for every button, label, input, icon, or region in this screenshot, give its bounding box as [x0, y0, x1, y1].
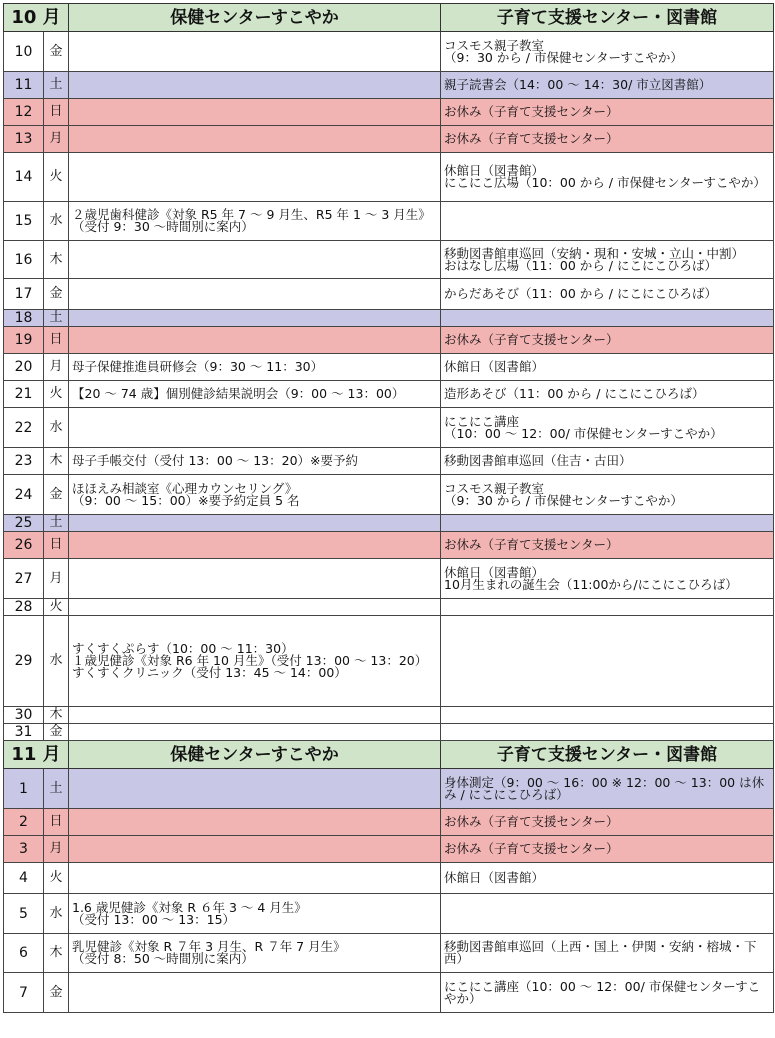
weekday: 火: [44, 599, 69, 616]
schedule-row: [4, 836, 774, 863]
childcare-library-event: [441, 310, 774, 327]
schedule-row: [4, 769, 774, 809]
health-center-event: [69, 408, 441, 448]
day-number: 18: [4, 310, 44, 327]
health-center-event: [69, 279, 441, 310]
day-number: 6: [4, 934, 44, 973]
weekday: 木: [44, 241, 69, 279]
column-header-health-center: 保健センターすこやか: [69, 4, 441, 32]
childcare-library-event: [441, 707, 774, 724]
health-center-event: [69, 532, 441, 559]
childcare-library-event: 造形あそび（11：00 から / にこにこひろば）: [441, 381, 774, 408]
month-number: 10: [11, 6, 37, 28]
schedule-calendar: [3, 3, 774, 1013]
health-center-event: [69, 809, 441, 836]
day-number: 31: [4, 724, 44, 741]
childcare-library-event: 身体測定（9：00 ～ 16：00 ※ 12：00 ～ 13：00 は休み / にこにこひろば）: [441, 769, 774, 809]
health-center-event: 1.6 歳児健診《対象 R ６年 3 ～ 4 月生》 （受付 13：00 ～ 13：15）: [69, 894, 441, 934]
health-center-event: [69, 724, 441, 741]
childcare-library-event: コスモス親子教室 （9：30 から / 市保健センターすこやか）: [441, 475, 774, 515]
month-unit: 月: [42, 743, 61, 765]
day-number: 22: [4, 408, 44, 448]
schedule-row: [4, 354, 774, 381]
day-number: 17: [4, 279, 44, 310]
health-center-event: 【20 ～ 74 歳】個別健診結果説明会（9：00 ～ 13：00）: [69, 381, 441, 408]
weekday: 日: [44, 327, 69, 354]
health-center-event: [69, 99, 441, 126]
schedule-row: [4, 724, 774, 741]
day-number: 28: [4, 599, 44, 616]
month-header-row: [4, 4, 774, 32]
weekday: 木: [44, 934, 69, 973]
health-center-event: [69, 973, 441, 1013]
month-number: 11: [11, 743, 37, 765]
schedule-row: [4, 99, 774, 126]
health-center-event: [69, 72, 441, 99]
day-number: 26: [4, 532, 44, 559]
weekday: 金: [44, 279, 69, 310]
weekday: 土: [44, 515, 69, 532]
weekday: 金: [44, 973, 69, 1013]
childcare-library-event: 休館日（図書館）: [441, 863, 774, 894]
health-center-event: [69, 327, 441, 354]
health-center-event: [69, 836, 441, 863]
day-number: 12: [4, 99, 44, 126]
weekday: 日: [44, 809, 69, 836]
childcare-library-event: [441, 894, 774, 934]
column-header-childcare-library: 子育て支援センター・図書館: [441, 4, 774, 32]
day-number: 15: [4, 202, 44, 241]
day-number: 25: [4, 515, 44, 532]
schedule-row: [4, 934, 774, 973]
health-center-event: 乳児健診《対象 R ７年 3 月生、R ７年 7 月生》 （受付 8：50 ～時間別に案内）: [69, 934, 441, 973]
health-center-event: [69, 126, 441, 153]
column-header-childcare-library: 子育て支援センター・図書館: [441, 741, 774, 769]
day-number: 10: [4, 32, 44, 72]
schedule-row: [4, 327, 774, 354]
schedule-row: [4, 408, 774, 448]
health-center-event: ほほえみ相談室《心理カウンセリング》 （9：00 ～ 15：00）※要予約定員 5 名: [69, 475, 441, 515]
schedule-row: [4, 532, 774, 559]
schedule-row: [4, 32, 774, 72]
childcare-library-event: 休館日（図書館） にこにこ広場（10：00 から / 市保健センターすこやか）: [441, 153, 774, 202]
schedule-row: [4, 241, 774, 279]
childcare-library-event: 休館日（図書館） 10月生まれの誕生会（11:00から/にこにこひろば）: [441, 559, 774, 599]
health-center-event: ２歳児歯科健診《対象 R5 年 7 ～ 9 月生、R5 年 1 ～ 3 月生》（受付 9：30 ～時間別に案内）: [69, 202, 441, 241]
month-unit: 月: [42, 6, 61, 28]
day-number: 23: [4, 448, 44, 475]
schedule-row: [4, 448, 774, 475]
health-center-event: 母子手帳交付（受付 13：00 ～ 13：20）※要予約: [69, 448, 441, 475]
childcare-library-event: 移動図書館車巡回（住吉・古田）: [441, 448, 774, 475]
childcare-library-event: からだあそび（11：00 から / にこにこひろば）: [441, 279, 774, 310]
column-header-health-center: 保健センターすこやか: [69, 741, 441, 769]
weekday: 水: [44, 616, 69, 707]
weekday: 金: [44, 32, 69, 72]
weekday: 日: [44, 99, 69, 126]
weekday: 金: [44, 475, 69, 515]
health-center-event: [69, 707, 441, 724]
childcare-library-event: にこにこ講座 （10：00 ～ 12：00/ 市保健センターすこやか）: [441, 408, 774, 448]
childcare-library-event: お休み（子育て支援センター）: [441, 809, 774, 836]
day-number: 7: [4, 973, 44, 1013]
weekday: 火: [44, 381, 69, 408]
health-center-event: [69, 515, 441, 532]
schedule-row: [4, 381, 774, 408]
day-number: 13: [4, 126, 44, 153]
month-label: [4, 741, 69, 769]
weekday: 水: [44, 408, 69, 448]
day-number: 21: [4, 381, 44, 408]
day-number: 3: [4, 836, 44, 863]
schedule-table: [3, 3, 774, 1013]
schedule-row: [4, 202, 774, 241]
weekday: 土: [44, 769, 69, 809]
month-header-row: [4, 741, 774, 769]
childcare-library-event: 休館日（図書館）: [441, 354, 774, 381]
schedule-row: [4, 126, 774, 153]
childcare-library-event: コスモス親子教室 （9：30 から / 市保健センターすこやか）: [441, 32, 774, 72]
schedule-row: [4, 616, 774, 707]
schedule-row: [4, 515, 774, 532]
day-number: 14: [4, 153, 44, 202]
day-number: 24: [4, 475, 44, 515]
schedule-row: [4, 310, 774, 327]
day-number: 16: [4, 241, 44, 279]
childcare-library-event: お休み（子育て支援センター）: [441, 836, 774, 863]
weekday: 月: [44, 126, 69, 153]
day-number: 19: [4, 327, 44, 354]
health-center-event: すくすくぷらす（10：00 ～ 11：30） １歳児健診《対象 R6 年 10 月生》（受付 13：00 ～ 13：20） すくすくクリニック（受付 13：45 ～ 14：00）: [69, 616, 441, 707]
month-label: [4, 4, 69, 32]
schedule-row: [4, 475, 774, 515]
childcare-library-event: お休み（子育て支援センター）: [441, 99, 774, 126]
day-number: 27: [4, 559, 44, 599]
childcare-library-event: [441, 599, 774, 616]
weekday: 水: [44, 894, 69, 934]
weekday: 火: [44, 153, 69, 202]
day-number: 2: [4, 809, 44, 836]
weekday: 土: [44, 310, 69, 327]
schedule-body: [4, 4, 774, 1013]
day-number: 11: [4, 72, 44, 99]
day-number: 4: [4, 863, 44, 894]
schedule-row: [4, 559, 774, 599]
schedule-row: [4, 863, 774, 894]
health-center-event: [69, 310, 441, 327]
health-center-event: [69, 599, 441, 616]
childcare-library-event: 移動図書館車巡回（安納・現和・安城・立山・中割） おはなし広場（11：00 から / にこにこひろば）: [441, 241, 774, 279]
weekday: 土: [44, 72, 69, 99]
health-center-event: [69, 863, 441, 894]
childcare-library-event: [441, 724, 774, 741]
weekday: 火: [44, 863, 69, 894]
childcare-library-event: [441, 202, 774, 241]
childcare-library-event: お休み（子育て支援センター）: [441, 532, 774, 559]
childcare-library-event: [441, 616, 774, 707]
schedule-row: [4, 707, 774, 724]
childcare-library-event: 移動図書館車巡回（上西・国上・伊関・安納・榕城・下西）: [441, 934, 774, 973]
weekday: 月: [44, 559, 69, 599]
weekday: 金: [44, 724, 69, 741]
health-center-event: 母子保健推進員研修会（9：30 ～ 11：30）: [69, 354, 441, 381]
childcare-library-event: にこにこ講座（10：00 ～ 12：00/ 市保健センターすこやか）: [441, 973, 774, 1013]
weekday: 月: [44, 354, 69, 381]
day-number: 29: [4, 616, 44, 707]
health-center-event: [69, 241, 441, 279]
day-number: 20: [4, 354, 44, 381]
schedule-row: [4, 809, 774, 836]
health-center-event: [69, 559, 441, 599]
childcare-library-event: お休み（子育て支援センター）: [441, 126, 774, 153]
health-center-event: [69, 769, 441, 809]
weekday: 月: [44, 836, 69, 863]
schedule-row: [4, 894, 774, 934]
weekday: 木: [44, 707, 69, 724]
schedule-row: [4, 72, 774, 99]
schedule-row: [4, 599, 774, 616]
childcare-library-event: [441, 515, 774, 532]
childcare-library-event: 親子読書会（14：00 ～ 14：30/ 市立図書館）: [441, 72, 774, 99]
childcare-library-event: お休み（子育て支援センター）: [441, 327, 774, 354]
health-center-event: [69, 153, 441, 202]
day-number: 30: [4, 707, 44, 724]
day-number: 5: [4, 894, 44, 934]
schedule-row: [4, 153, 774, 202]
schedule-row: [4, 279, 774, 310]
day-number: 1: [4, 769, 44, 809]
weekday: 水: [44, 202, 69, 241]
health-center-event: [69, 32, 441, 72]
weekday: 日: [44, 532, 69, 559]
weekday: 木: [44, 448, 69, 475]
schedule-row: [4, 973, 774, 1013]
